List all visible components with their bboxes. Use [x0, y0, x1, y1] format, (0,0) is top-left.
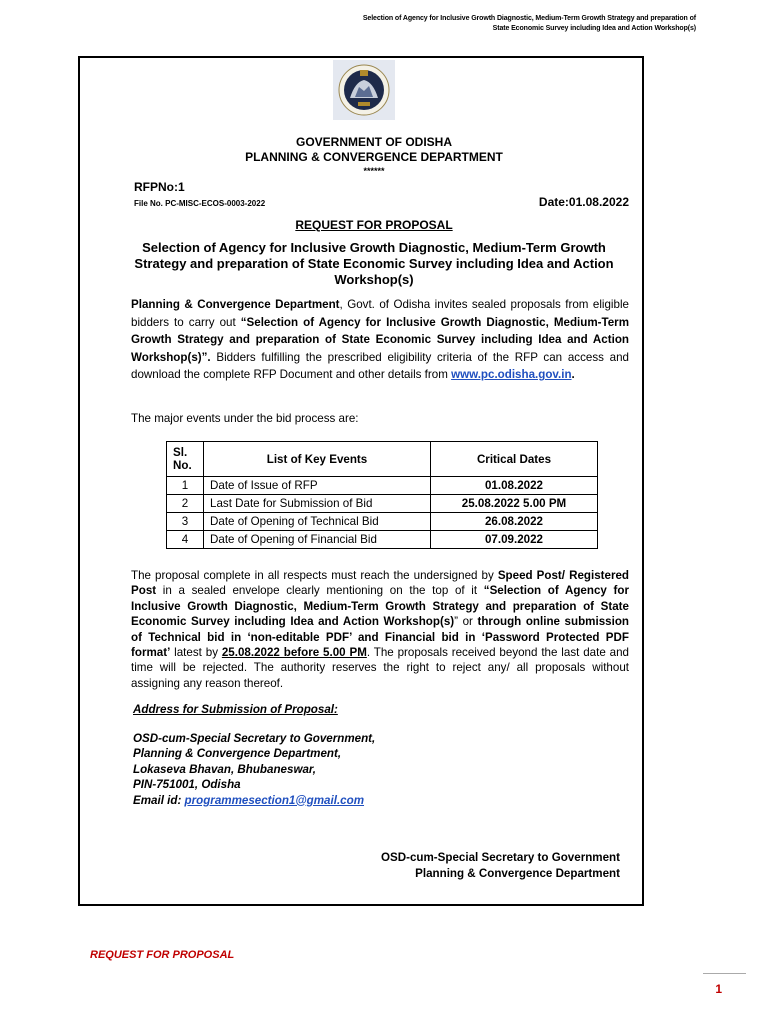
proposal-deadline: 25.08.2022 before 5.00 PM	[221, 646, 367, 660]
intro-text-1: , Govt. of Odisha invites sealed proposals from eligible bidders to carry out	[131, 298, 629, 329]
intro-text-2: Bidders fulfilling the prescribed eligibility criteria of the RFP can access and download the complete RFP Document and other details from	[131, 350, 629, 381]
file-number: File No. PC-MISC-ECOS-0003-2022	[134, 199, 266, 208]
page-header-line2: State Economic Survey including Idea and Action Workshop(s)	[492, 25, 696, 32]
col-header-sl: Sl. No.	[167, 442, 204, 477]
issue-date: Date:01.08.2022	[538, 195, 629, 209]
government-name: GOVERNMENT OF ODISHA	[295, 135, 452, 149]
row-event: Date of Opening of Technical Bid	[204, 513, 431, 531]
proposal-paragraph	[131, 568, 629, 691]
col-header-date: Critical Dates	[431, 442, 598, 477]
row-event: Last Date for Submission of Bid	[204, 495, 431, 513]
signature-line2: Planning & Convergence Department	[415, 866, 620, 880]
row-sl: 4	[167, 531, 204, 549]
row-date: 25.08.2022 5.00 PM	[431, 495, 598, 513]
address-line: Planning & Convergence Department,	[133, 747, 342, 760]
rfp-number: RFPNo:1	[134, 180, 185, 194]
table-row	[167, 495, 598, 513]
row-event: Date of Issue of RFP	[204, 477, 431, 495]
row-event: Date of Opening of Financial Bid	[204, 531, 431, 549]
page-header	[276, 14, 696, 34]
proposal-text-3: ” or	[454, 615, 478, 629]
document-subject: Selection of Agency for Inclusive Growth Diagnostic, Medium-Term Growth Strategy and preparation of State Economic Survey including Idea and Action Workshop(s)	[134, 240, 614, 287]
intro-scope: “Selection of Agency for Inclusive Growth Diagnostic, Medium-Term Growth Strategy and preparation of State Economic Survey including Idea and Action Workshop(s)”.	[131, 315, 630, 364]
row-date: 07.09.2022	[431, 531, 598, 549]
address-email-row	[133, 793, 375, 809]
signature-line1: OSD-cum-Special Secretary to Government	[380, 851, 620, 864]
department-name: PLANNING & CONVERGENCE DEPARTMENT	[245, 150, 503, 164]
row-date: 01.08.2022	[431, 477, 598, 495]
table-row	[167, 477, 598, 495]
events-table	[166, 441, 598, 549]
page-number: 1	[715, 982, 722, 996]
table-header-row	[167, 442, 598, 477]
proposal-bold-2: “Selection of Agency for Inclusive Growth Diagnostic, Medium-Term Growth Strategy and preparation of State Economic Survey including Idea and Action Workshop(s)	[131, 584, 629, 629]
row-sl: 1	[167, 477, 204, 495]
email-label: Email id:	[133, 793, 185, 807]
row-sl: 2	[167, 495, 204, 513]
page-header-line1: Selection of Agency for Inclusive Growth Diagnostic, Medium-Term Growth Strategy and preparation of	[362, 15, 696, 22]
address-heading: Address for Submission of Proposal:	[133, 703, 338, 716]
signature-block	[381, 850, 620, 881]
address-line: Lokaseva Bhavan, Bhubaneswar,	[133, 762, 316, 776]
letterhead	[120, 135, 628, 165]
proposal-text-1: The proposal complete in all respects must reach the undersigned by	[131, 569, 498, 582]
table-row	[167, 513, 598, 531]
proposal-bold-1: Speed Post/ Registered Post	[131, 569, 629, 598]
odisha-emblem-icon	[333, 60, 395, 120]
proposal-text-2: in a sealed envelope clearly mentioning on the top of it	[156, 584, 484, 598]
footer-label: REQUEST FOR PROPOSAL	[90, 949, 235, 961]
intro-paragraph	[131, 296, 629, 384]
dept-name: Planning & Convergence Department	[131, 298, 340, 311]
email-link[interactable]: programmesection1@gmail.com	[184, 793, 365, 807]
col-header-event: List of Key Events	[204, 442, 431, 477]
document-title: REQUEST FOR PROPOSAL	[295, 218, 453, 232]
website-link[interactable]: www.pc.odisha.gov.in	[451, 368, 572, 381]
address-line: PIN-751001, Odisha	[133, 778, 241, 791]
proposal-text-4: latest by	[170, 646, 222, 660]
proposal-text-5: . The proposals received beyond the last date and time will be rejected. The authority reserves the right to reject any/ all proposals without assigning any reason thereof.	[131, 646, 629, 690]
address-line: OSD-cum-Special Secretary to Government,	[133, 731, 376, 745]
proposal-bold-3: through online submission of Technical bid in ‘non-editable PDF’ and Financial bid in ‘Password Protected PDF format’	[131, 615, 629, 660]
separator: ******	[363, 166, 385, 176]
row-date: 26.08.2022	[431, 513, 598, 531]
events-intro: The major events under the bid process are:	[131, 412, 359, 425]
table-row	[167, 531, 598, 549]
row-sl: 3	[167, 513, 204, 531]
page-number-rule	[703, 973, 746, 974]
submission-address	[133, 702, 375, 808]
intro-end: .	[571, 368, 575, 381]
